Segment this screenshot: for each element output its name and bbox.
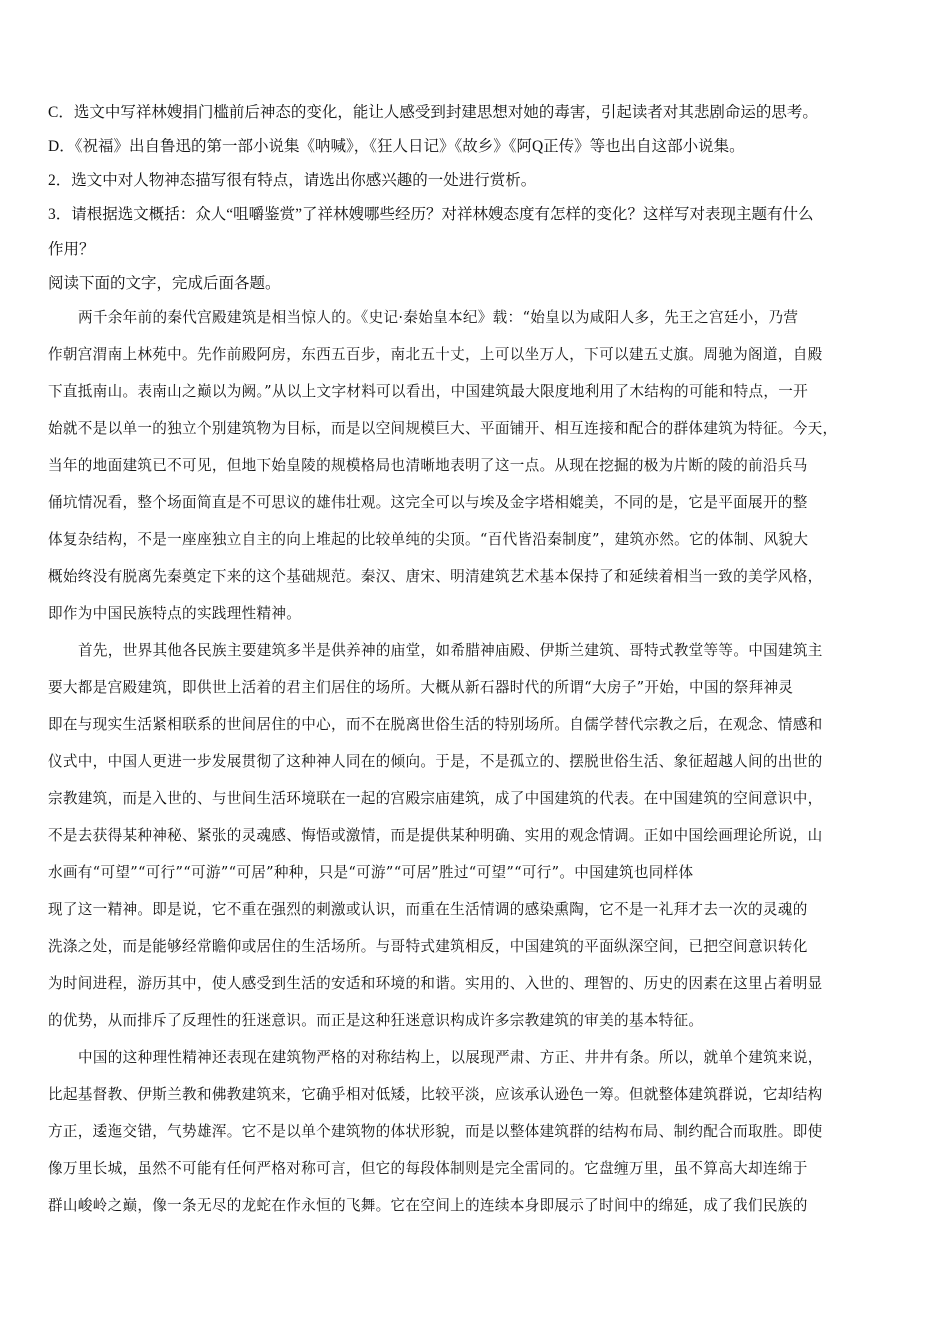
- passage-line: 像万里长城，虽然不可能有任何严格对称可言，但它的每段体制则是完全雷同的。它盘缠万里，虽不算高大却连绵于: [48, 1160, 808, 1177]
- passage-line: 比起基督教、伊斯兰教和佛教建筑来，它确乎相对低矮，比较平淡，应该承认逊色一筹。但就整体建筑群说，它却结构: [48, 1086, 823, 1103]
- passage-line: 即作为中国民族特点的实践理性精神。: [48, 605, 302, 622]
- passage-line: 要大都是宫殿建筑，即供世上活着的君主们居住的场所。大概从新石器时代的所谓“大房子”开始，中国的祭拜神灵: [48, 679, 794, 696]
- passage-line: 即在与现实生活紧相联系的世间居住的中心，而不在脱离世俗生活的特别场所。自儒学替代宗教之后，在观念、情感和: [48, 716, 823, 733]
- passage-line: 首先，世界其他各民族主要建筑多半是供养神的庙堂，如希腊神庙殿、伊斯兰建筑、哥特式教堂等等。中国建筑主: [78, 642, 823, 659]
- passage-line: 群山峻岭之巅，像一条无尽的龙蛇在作永恒的飞舞。它在空间上的连续本身即展示了时间中的绵延，成了我们民族的: [48, 1197, 808, 1214]
- passage-line: 为时间进程，游历其中，使人感受到生活的安适和环境的和谐。实用的、入世的、理智的、历史的因素在这里占着明显: [48, 975, 823, 992]
- option-c: C．选文中写祥林嫂捐门槛前后神态的变化，能让人感受到封建思想对她的毒害，引起读者对其悲剧命运的思考。: [48, 104, 818, 121]
- question-2: 2．选文中对人物神态描写很有特点，请选出你感兴趣的一处进行赏析。: [48, 172, 537, 189]
- passage-line: 概始终没有脱离先秦奠定下来的这个基础规范。秦汉、唐宋、明清建筑艺术基本保持了和延续着相当一致的美学风格，: [48, 568, 823, 585]
- passage-line: 洗涤之处，而是能够经常瞻仰或居住的生活场所。与哥特式建筑相反，中国建筑的平面纵深空间，已把空间意识转化: [48, 938, 808, 955]
- passage-line: 宗教建筑，而是入世的、与世间生活环境联在一起的宫殿宗庙建筑，成了中国建筑的代表。在中国建筑的空间意识中，: [48, 790, 823, 807]
- passage-line: 不是去获得某种神秘、紧张的灵魂感、悔悟或激情，而是提供某种明确、实用的观念情调。正如中国绘画理论所说，山: [48, 827, 823, 844]
- passage-line: 俑坑情况看，整个场面简直是不可思议的雄伟壮观。这完全可以与埃及金字塔相媲美，不同的是，它是平面展开的整: [48, 494, 808, 511]
- passage-line: 方正，逶迤交错，气势雄浑。它不是以单个建筑物的体状形貌，而是以整体建筑群的结构布局、制约配合而取胜。即使: [48, 1123, 823, 1140]
- passage-line: 下直抵南山。表南山之巅以为阙。”从以上文字材料可以看出，中国建筑最大限度地利用了木结构的可能和特点，一开: [48, 383, 809, 400]
- passage-line: 体复杂结构，不是一座座独立自主的向上堆起的比较单纯的尖顶。“百代皆沿秦制度”，建筑亦然。它的体制、风貌大: [48, 531, 809, 548]
- passage-line: 始就不是以单一的独立个别建筑物为目标，而是以空间规模巨大、平面铺开、相互连接和配合的群体建筑为特征。今天，: [48, 420, 838, 437]
- passage-line: 仪式中，中国人更进一步发展贯彻了这种神人同在的倾向。于是，不是孤立的、摆脱世俗生活、象征超越人间的出世的: [48, 753, 823, 770]
- passage-line: 的优势，从而排斥了反理性的狂迷意识。而正是这种狂迷意识构成许多宗教建筑的审美的基本特征。: [48, 1012, 704, 1029]
- passage-line: 作朝宫渭南上林苑中。先作前殿阿房，东西五百步，南北五十丈，上可以坐万人，下可以建五丈旗。周驰为阁道，自殿: [48, 346, 823, 363]
- reading-instruction: 阅读下面的文字，完成后面各题。: [48, 275, 281, 292]
- passage-line: 中国的这种理性精神还表现在建筑物严格的对称结构上，以展现严肃、方正、井井有条。所以，就单个建筑来说，: [78, 1049, 823, 1066]
- passage-line: 当年的地面建筑已不可见，但地下始皇陵的规模格局也清晰地表明了这一点。从现在挖掘的极为片断的陵的前沿兵马: [48, 457, 808, 474]
- passage-line: 水画有“可望”“可行”“可游”“可居”种种，只是“可游”“可居”胜过“可望”“可行”。中国建筑也同样体: [48, 864, 694, 881]
- passage-line: 现了这一精神。即是说，它不重在强烈的刺激或认识，而重在生活情调的感染熏陶，它不是一礼拜才去一次的灵魂的: [48, 901, 808, 918]
- question-3-line-2: 作用？: [48, 241, 95, 258]
- option-d: D．《祝福》出自鲁迅的第一部小说集《呐喊》，《狂人日记》《故乡》《阿Q正传》等也出自这部小说集。: [48, 138, 745, 155]
- passage-line: 两千余年前的秦代宫殿建筑是相当惊人的。《史记·秦始皇本纪》载：“始皇以为咸阳人多，先王之宫廷小，乃营: [78, 309, 799, 326]
- question-3-line-1: 3．请根据选文概括：众人“咀嚼鉴赏”了祥林嫂哪些经历？对祥林嫂态度有怎样的变化？这样写对表现主题有什么: [48, 206, 814, 223]
